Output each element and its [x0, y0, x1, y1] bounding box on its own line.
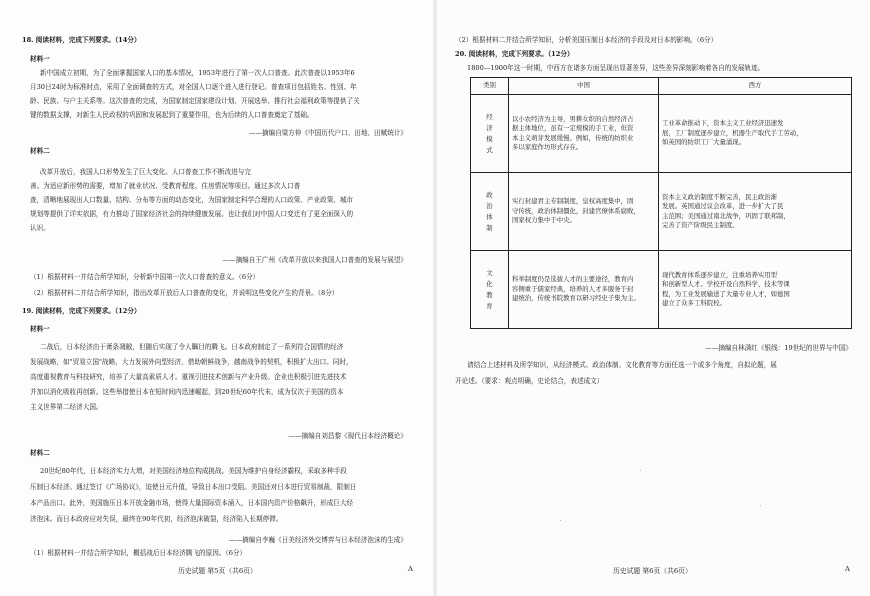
q19-sub-2: （2）根据材料二并结合所学知识，分析美国压制日本经济的手段及对日本的影响。（6分） — [455, 36, 718, 44]
header-china: 中国 — [509, 78, 659, 95]
q18-sub-2: （2）根据材料二并结合所学知识，指出改革开放后人口普查的变化，并说明这些变化产生的背景。（8分） — [30, 289, 339, 297]
q18-m2-line-5: 认识。 — [30, 224, 50, 232]
footer-page-6: 历史试题 第6页（共6页） — [613, 567, 692, 575]
q18-m2-line-4: 规划等提供了详实依据，有力推动了国家经济社会的持续健康发展。也让我们对中国人口变迁有了更全面深入的 — [30, 210, 354, 218]
cell-line: 资本主义政治制度不断完善，民主政治渐 — [662, 192, 778, 201]
q18-m1-line-3: 龄、民族、与户主关系等。这次普查的完成，为国家制定国家建设计划、开展选举、推行社会福利政策等提供了关 — [30, 97, 360, 105]
scan-speck — [560, 520, 561, 521]
q18-m1-source: ——摘编自梁方仲《中国历代户口、田地、田赋统计》 — [248, 129, 407, 137]
cell-line: 展，工厂制度逐步建立，机器生产取代手工劳动， — [662, 128, 803, 137]
cell-line: 以小农经济为主导，男耕女织的自然经济占 — [512, 114, 634, 123]
q19-title: 19. 阅读材料，完成下列要求。（12分） — [22, 307, 141, 315]
q18-m1-line-1: 新中国成立初期，为了全面掌握国家人口的基本情况，1953年进行了第一次人口普查。此次普查以1953年6 — [40, 69, 355, 77]
q20-intro: 1800—1900年这一时期，中西方在诸多方面呈现出显著差异，这些差异深刻影响着各自的发展轨迹。 — [467, 64, 765, 72]
q20-prompt-line-2: 开论述。（要求：观点明确，史论结合，表述成文） — [455, 377, 604, 385]
cell-line: 工业革命推动下，资本主义工业经济迅速发 — [662, 119, 784, 128]
q19-m1-line-2: 发展战略，如"贸易立国"战略，大力发展外向型经济，借助朝鲜战争，越南战争的契机，积极扩大出口。同时， — [30, 358, 353, 366]
scan-speck — [760, 505, 761, 506]
comparison-table — [470, 77, 852, 329]
header-category: 类别 — [471, 78, 509, 95]
q20-prompt-line-1: 请结合上述材料及所学知识，从经济模式、政治体制、文化教育等方面任选一个或多个角度，自拟论题，展 — [467, 361, 777, 369]
q19-m2-line-2: 压制日本经济。通过签订《广场协议》，迫使日元升值，导致日本出口受阻。美国还对日本进行贸易制裁，限制日 — [30, 483, 357, 491]
cell-line: 建立了众多工科院校。 — [662, 299, 726, 307]
footer-mark-left: A — [408, 565, 413, 573]
q18-m2-line-2: 善。为适应新形势的需要，增加了就业状况、受教育程度、住房情况等项目。通过多次人口普 — [30, 182, 301, 190]
cell-line: 本主义萌芽发展缓慢。例如，传统的纺织业 — [512, 133, 634, 142]
q19-m2-source: ——摘编自李巍《日美经济外交博弈与日本经济泡沫的生成》 — [228, 536, 407, 544]
q19-m1-source: ——摘编自刘昌黎《现代日本经济概论》 — [288, 432, 407, 440]
q19-m1-line-3: 高度重视教育与科技研究，培养了大量高素质人才。重视引进技术创新与产业升级。企业也积极引进先进技术 — [30, 373, 347, 381]
q19-m2-line-4: 济泡沫。而日本政府应对失误，最终在90年代初，经济泡沫破裂，经济陷入长期停滞。 — [30, 515, 283, 523]
cell-line: 国家权力集中于中央。 — [512, 216, 576, 225]
q18-title: 18. 阅读材料，完成下列要求。（14分） — [22, 36, 141, 44]
row-category: 政治体制 — [486, 190, 493, 232]
scan-speck — [640, 470, 641, 471]
table-source: ——摘编自林满红《银线：19世纪的世界与中国》 — [705, 344, 852, 352]
table-row — [471, 95, 852, 173]
row-category: 经济模式 — [486, 112, 493, 154]
q20-title: 20. 阅读材料，完成下列要求。（12分） — [455, 50, 574, 58]
header-west: 西方 — [659, 78, 852, 95]
cell-line: 主范围；美国通过南北战争，巩固了联邦制， — [662, 211, 790, 220]
cell-line: 完善了资产阶级民主制度。 — [662, 221, 739, 229]
footer-page-5: 历史试题 第5页（共6页） — [178, 567, 257, 575]
cell-line: 建统治，传统书院教育以研习经史子集为主。 — [512, 294, 640, 303]
cell-line: 如英国的纺织工厂大量涌现。 — [662, 138, 746, 147]
q19-m1-line-1: 二战后，日本经济由于萧条凋敝，但随后实现了令人瞩目的腾飞。日本政府制定了一系列符合国情的经济 — [40, 343, 344, 351]
q18-m2-line-3: 查，清晰地展现出人口数量、结构、分布等方面的动态变化，为国家制定科学合理的人口政策、产业政策、城市 — [30, 196, 354, 204]
cell-line: 现代教育体系逐步建立，注重培养实用型 — [662, 270, 778, 279]
q18-sub-1: （1）根据材料一并结合所学知识，分析新中国第一次人口普查的意义。（6分） — [30, 273, 260, 281]
cell-line: 据主体地位，虽有一定规模的手工业，但资 — [512, 124, 634, 132]
q18-material-1-label: 材料一 — [30, 55, 50, 63]
q19-m1-line-5: 主义世界第二经济大国。 — [30, 403, 103, 411]
cell-line: 程，为工业发展输送了大量专业人才，如德国 — [662, 289, 790, 298]
q19-m2-line-1: 20世纪80年代，日本经济实力大增，对美国经济地位构成挑战。美国为维护自身经济霸权，采取多种手段 — [40, 467, 347, 475]
q18-material-2-label: 材料二 — [30, 147, 50, 155]
table-header-row — [471, 78, 852, 95]
footer-mark-right: A — [845, 565, 850, 573]
cell-line: 和创新型人才。学校开设自然科学、技术等课 — [662, 280, 790, 288]
cell-line: 实行封建君主专制制度，皇权高度集中，固 — [512, 197, 634, 206]
cell-line: 发展。英国通过议会改革，进一步扩大了民 — [662, 202, 784, 210]
q18-m1-line-4: 键的数据支撑，对新生人民政权的巩固和发展起到了重要作用，也为后续的人口普查奠定了基础。 — [30, 111, 314, 119]
q18-m1-line-2: 月30日24时为标准时点，采用了全面调查的方式，对全国人口逐个进入进行登记。普查项目包括姓名、性别、年 — [30, 83, 357, 91]
q18-m2-source: ——摘编自王广州《改革开放以来我国人口普查的发展与展望》 — [222, 256, 407, 264]
cell-line: 容侧重于儒家经典，培养的人才多服务于封 — [512, 284, 634, 293]
table-row — [471, 173, 852, 251]
cell-line: 多以家庭作坊形式存在。 — [512, 143, 583, 151]
q18-m2-line-1: 改革开放后，我国人口形势发生了巨大变化。人口普查工作不断改进与完 — [40, 168, 251, 176]
q19-material-1-label: 材料一 — [30, 325, 50, 333]
table-row — [471, 251, 852, 329]
cell-line: 科举制度仍是选拔人才的主要途径，教育内 — [512, 275, 634, 284]
q19-material-2-label: 材料二 — [30, 449, 50, 457]
page-gutter — [433, 0, 437, 596]
cell-line: 守传统，政治体制僵化，封建官僚体系腐败， — [512, 206, 640, 215]
q19-sub-1: （1）根据材料一并结合所学知识，概括战后日本经济腾飞的原因。（6分） — [30, 549, 247, 557]
row-category: 文化教育 — [486, 268, 493, 310]
q19-m1-line-4: 并加以消化吸收再创新。这些举措使日本在短时间内迅速崛起，到20世纪60年代末，成为仅次于美国的资本 — [30, 388, 344, 396]
q19-m2-line-3: 本产品出口。此外，美国施压日本开放金融市场，使得大量国际资本涌入，日本国内资产价格飙升，形成巨大经 — [30, 499, 354, 507]
